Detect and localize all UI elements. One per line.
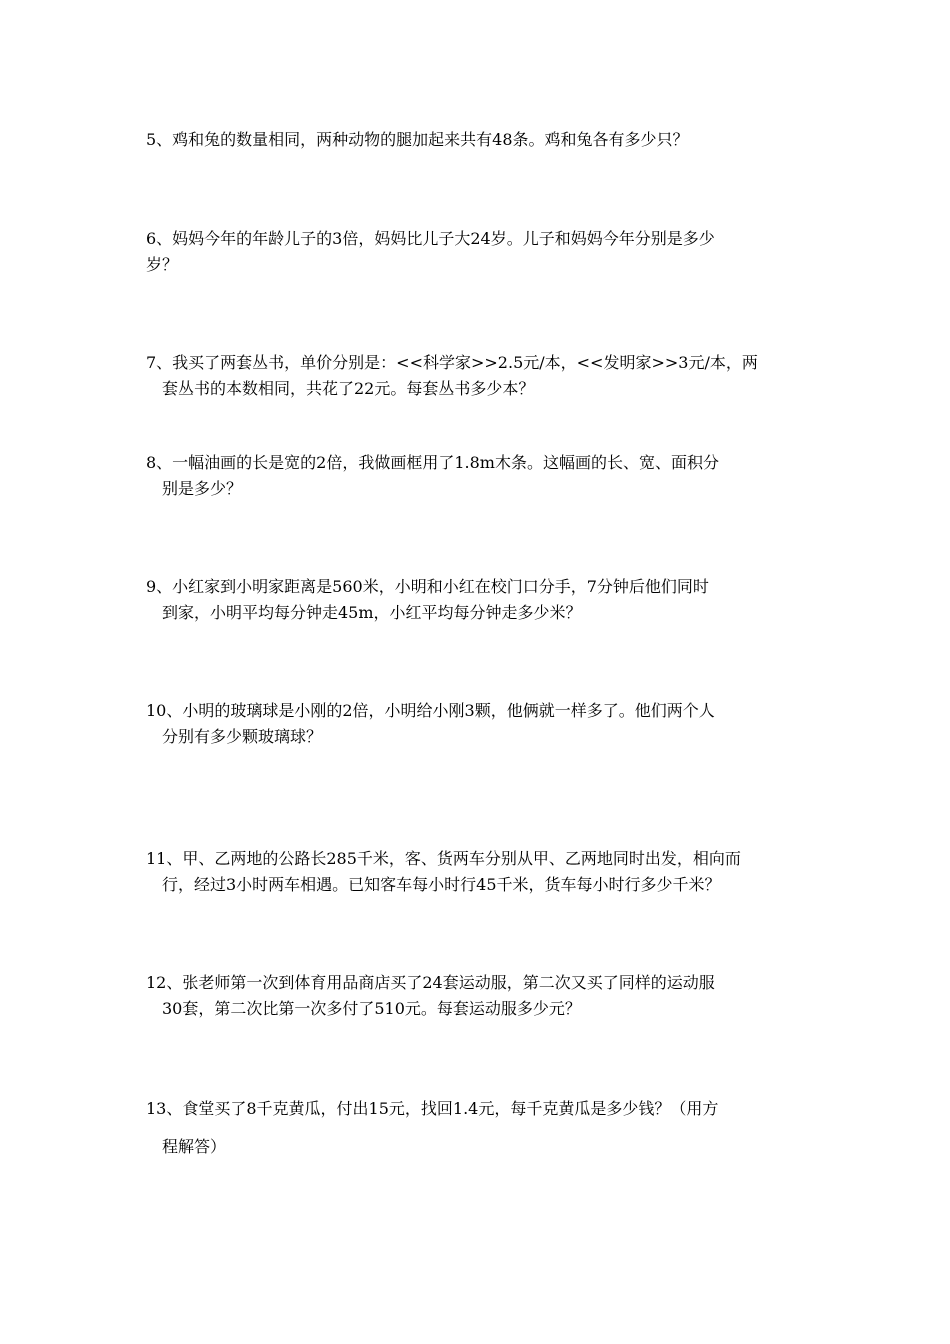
problem-9	[146, 574, 826, 626]
problem-6	[146, 226, 826, 278]
problem-12-line-2: 30套，第二次比第一次多付了510元。每套运动服多少元？	[162, 999, 581, 1018]
problem-13-line-2: 程解答）	[162, 1137, 227, 1156]
problem-7-line-2: 套丛书的本数相同，共花了22元。每套丛书多少本？	[162, 379, 535, 398]
problem-10-line-2: 分别有多少颗玻璃球？	[162, 727, 323, 746]
problem-6-line-1: 6、妈妈今年的年龄儿子的3倍，妈妈比儿子大24岁。儿子和妈妈今年分别是多少	[146, 229, 715, 248]
problem-13	[146, 1096, 826, 1160]
problem-7-line-1: 7、我买了两套丛书，单价分别是：<<科学家>>2.5元/本，<<发明家>>3元/本，两	[146, 353, 758, 372]
problem-8-line-1: 8、一幅油画的长是宽的2倍，我做画框用了1.8m木条。这幅画的长、宽、面积分	[146, 453, 719, 472]
problem-5-line-1: 5、鸡和兔的数量相同，两种动物的腿加起来共有48条。鸡和兔各有多少只？	[146, 130, 689, 149]
problem-10	[146, 698, 826, 750]
problem-10-line-1: 10、小明的玻璃球是小刚的2倍，小明给小刚3颗，他俩就一样多了。他们两个人	[146, 701, 715, 720]
problem-11-line-1: 11、甲、乙两地的公路长285千米，客、货两车分别从甲、乙两地同时出发，相向而	[146, 849, 741, 868]
problem-8	[146, 450, 826, 502]
problem-12-line-1: 12、张老师第一次到体育用品商店买了24套运动服，第二次又买了同样的运动服	[146, 973, 715, 992]
problem-9-line-2: 到家，小明平均每分钟走45m，小红平均每分钟走多少米？	[162, 603, 582, 622]
problem-9-line-1: 9、小红家到小明家距离是560米，小明和小红在校门口分手，7分钟后他们同时	[146, 577, 709, 596]
problem-12	[146, 970, 826, 1022]
problem-7	[146, 350, 826, 402]
problem-11-line-2: 行，经过3小时两车相遇。已知客车每小时行45千米，货车每小时行多少千米？	[162, 875, 721, 894]
problem-11	[146, 846, 826, 898]
problem-5	[146, 127, 826, 153]
problem-6-line-2: 岁？	[146, 255, 179, 274]
problem-8-line-2: 别是多少？	[162, 479, 243, 498]
problem-13-line-1: 13、食堂买了8千克黄瓜，付出15元，找回1.4元，每千克黄瓜是多少钱？（用方	[146, 1099, 719, 1118]
